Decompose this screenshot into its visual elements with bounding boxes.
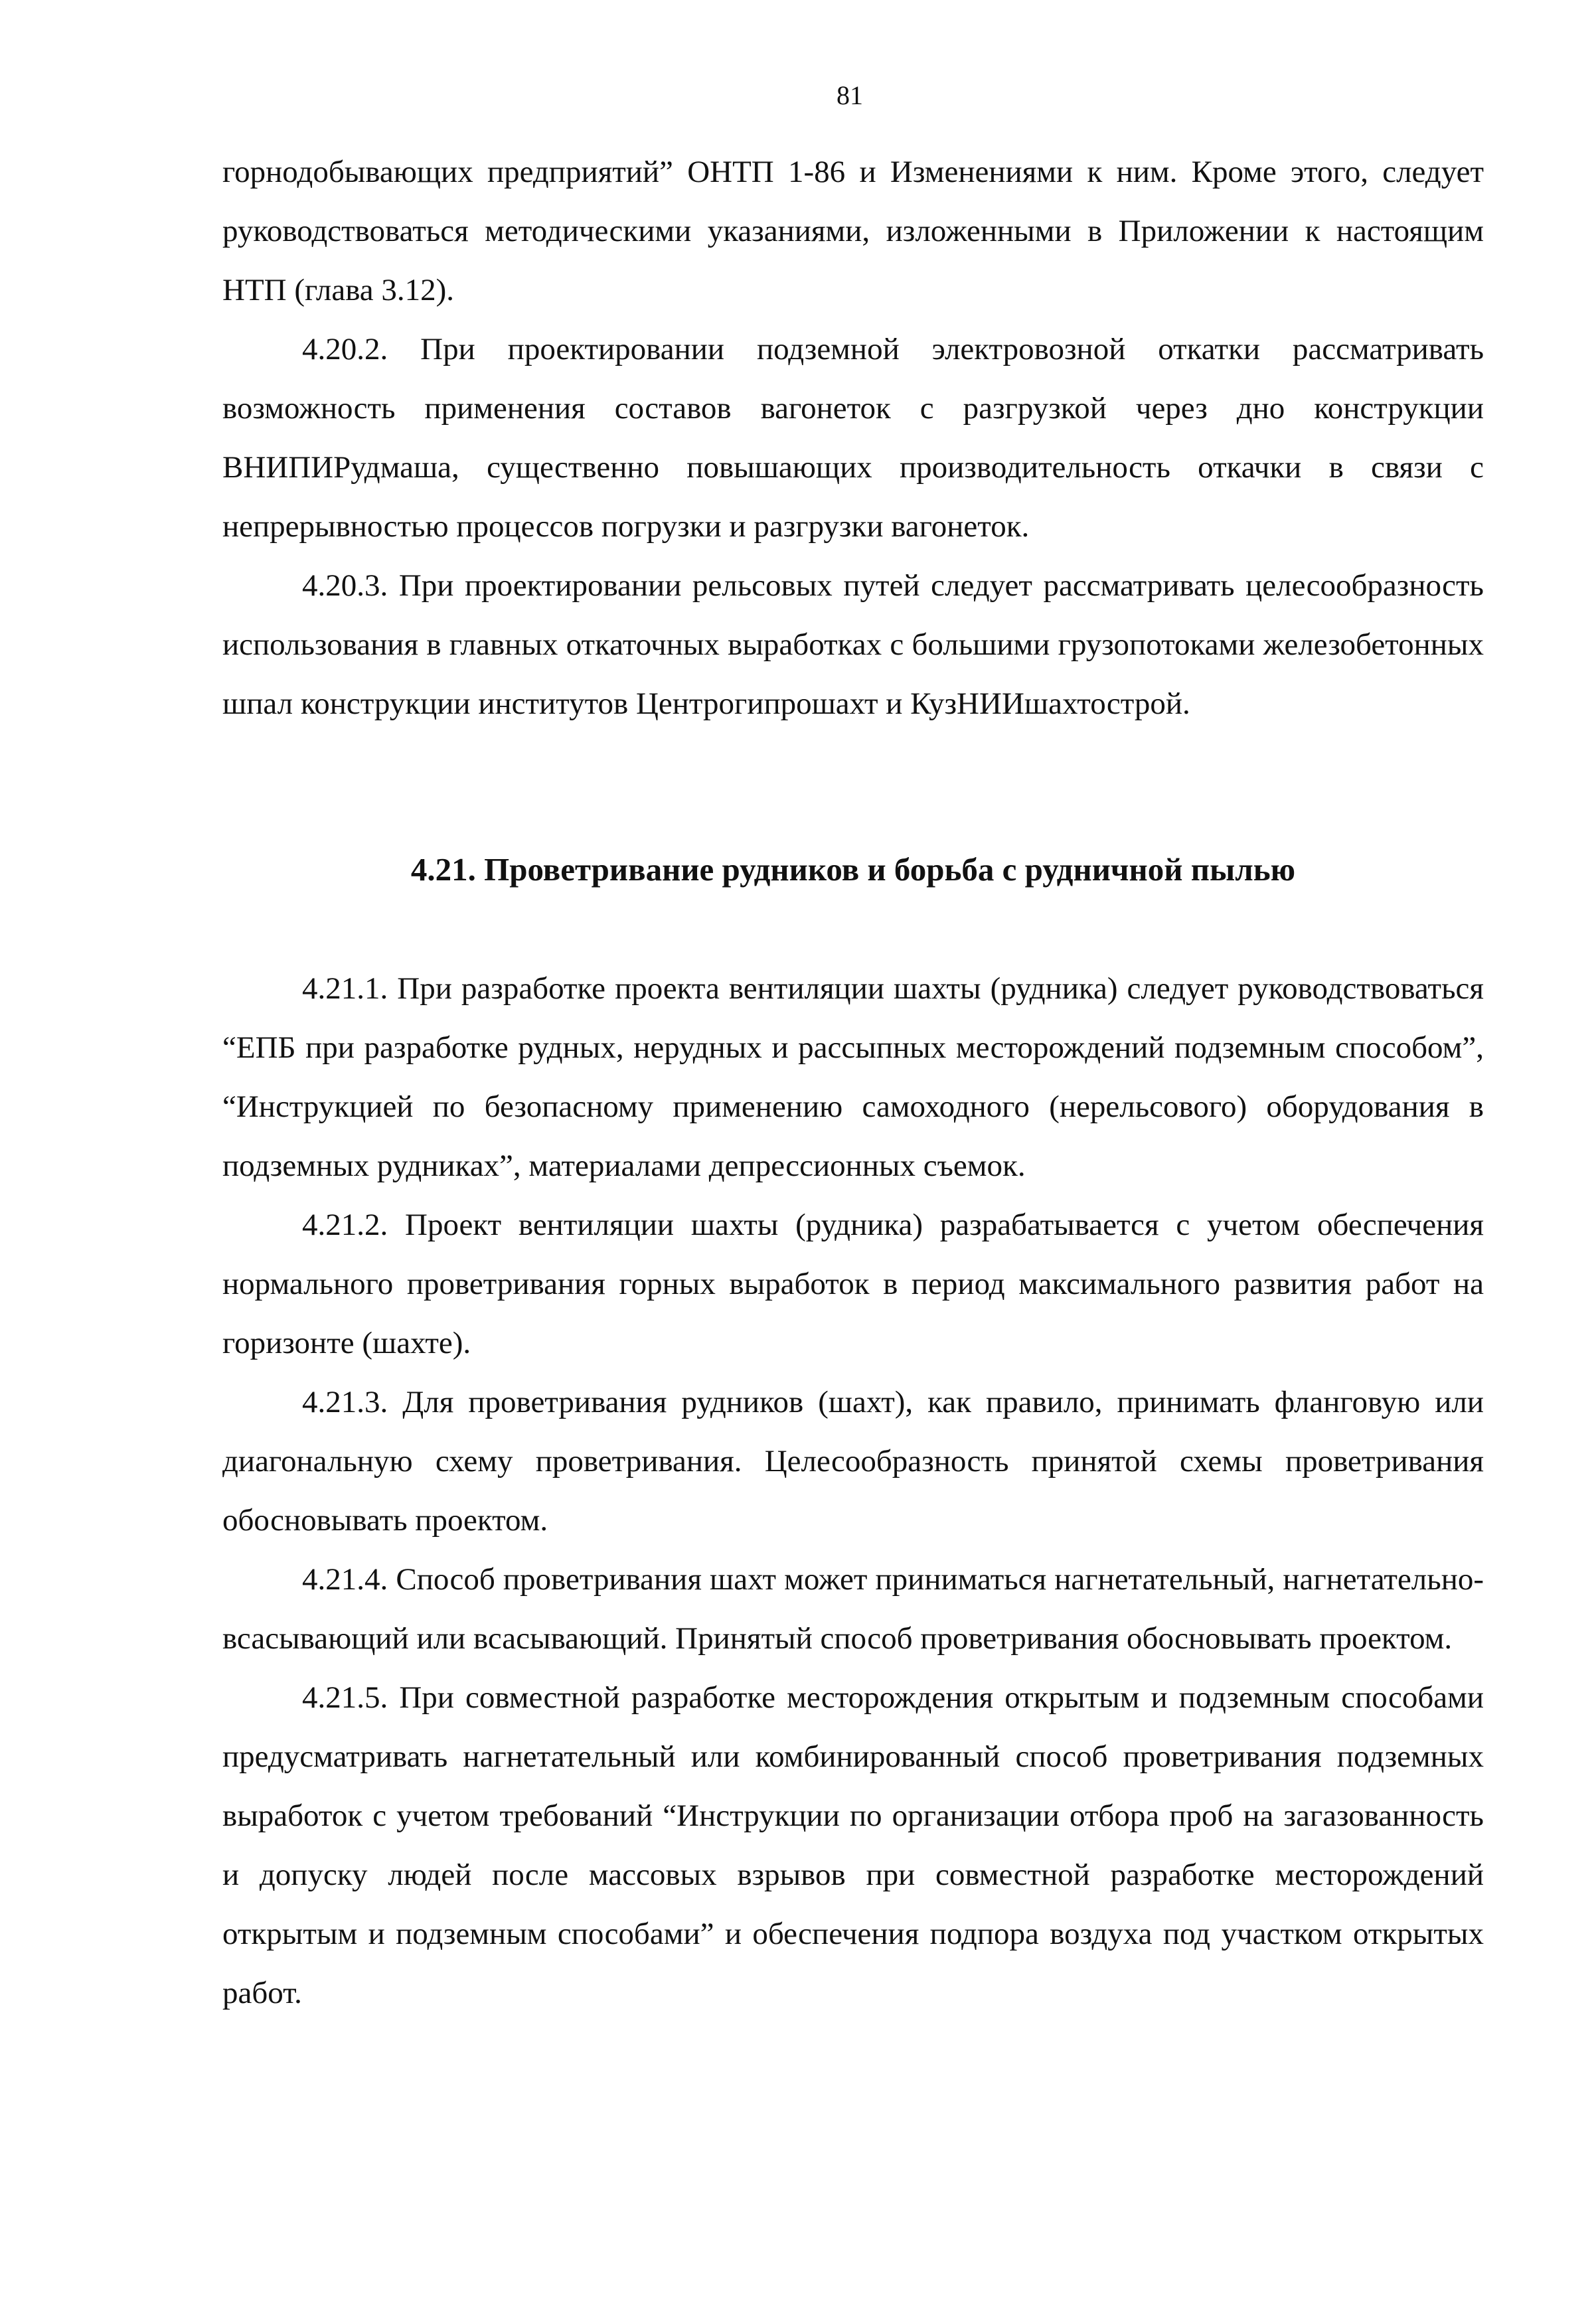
paragraph-4-21-3: 4.21.3. Для проветривания рудников (шахт), как правило, принимать фланговую или диагональную схему проветривания. Целесообразность принятой схемы проветривания обосновывать проектом. [222, 1385, 1484, 1538]
body-bottom [222, 959, 1484, 2023]
paragraph-4-20-3: 4.20.3. При проектировании рельсовых путей следует рассматривать целесообразность использования в главных откаточных выработках с большими грузопотоками железобетонных шпал конструкции институтов Центрогипрошахт и КузНИИшахтострой. [222, 568, 1484, 721]
paragraph-4-20-2: 4.20.2. При проектировании подземной электровозной откатки рассматривать возможность применения составов вагонеток с разгрузкой через дно конструкции ВНИПИРудмаша, существенно повышающих производительность откачки в связи с непрерывностью процессов погрузки и разгрузки вагонеток. [222, 332, 1484, 544]
paragraph-4-21-2: 4.21.2. Проект вентиляции шахты (рудника) разрабатывается с учетом обеспечения нормального проветривания горных выработок в период максимального развития работ на горизонте (шахте). [222, 1208, 1484, 1360]
section-heading-wrap [222, 840, 1484, 899]
paragraph-4-21-4: 4.21.4. Способ проветривания шахт может приниматься нагнетательный, нагнетательно-всасывающий или всасывающий. Принятый способ проветривания обосновывать проектом. [222, 1562, 1484, 1656]
paragraph-continuation: горнодобывающих предприятий” ОНТП 1-86 и Изменениями к ним. Кроме этого, следует руководствоваться методическими указаниями, изложенными в Приложении к настоящим НТП (глава 3.12). [222, 155, 1484, 307]
page-number: 81 [837, 80, 863, 110]
section-heading: 4.21. Проветривание рудников и борьба с рудничной пылью [410, 851, 1296, 888]
paragraph-4-21-1: 4.21.1. При разработке проекта вентиляции шахты (рудника) следует руководствоваться “ЕПБ при разработке рудных, нерудных и рассыпных месторождений подземным способом”, “Инструкцией по безопасному применению самоходного (нерельсового) оборудования в подземных рудниках”, материалами депрессионных съемок. [222, 971, 1484, 1183]
paragraph-4-21-5: 4.21.5. При совместной разработке месторождения открытым и подземным способами предусматривать нагнетательный или комбинированный способ проветривания подземных выработок с учетом требований “Инструкции по организации отбора проб на загазованность и допуску людей после массовых взрывов при совместной разработке месторождений открытым и подземным способами” и обеспечения подпора воздуха под участком открытых работ. [222, 1680, 1484, 2010]
body-top [222, 143, 1484, 734]
